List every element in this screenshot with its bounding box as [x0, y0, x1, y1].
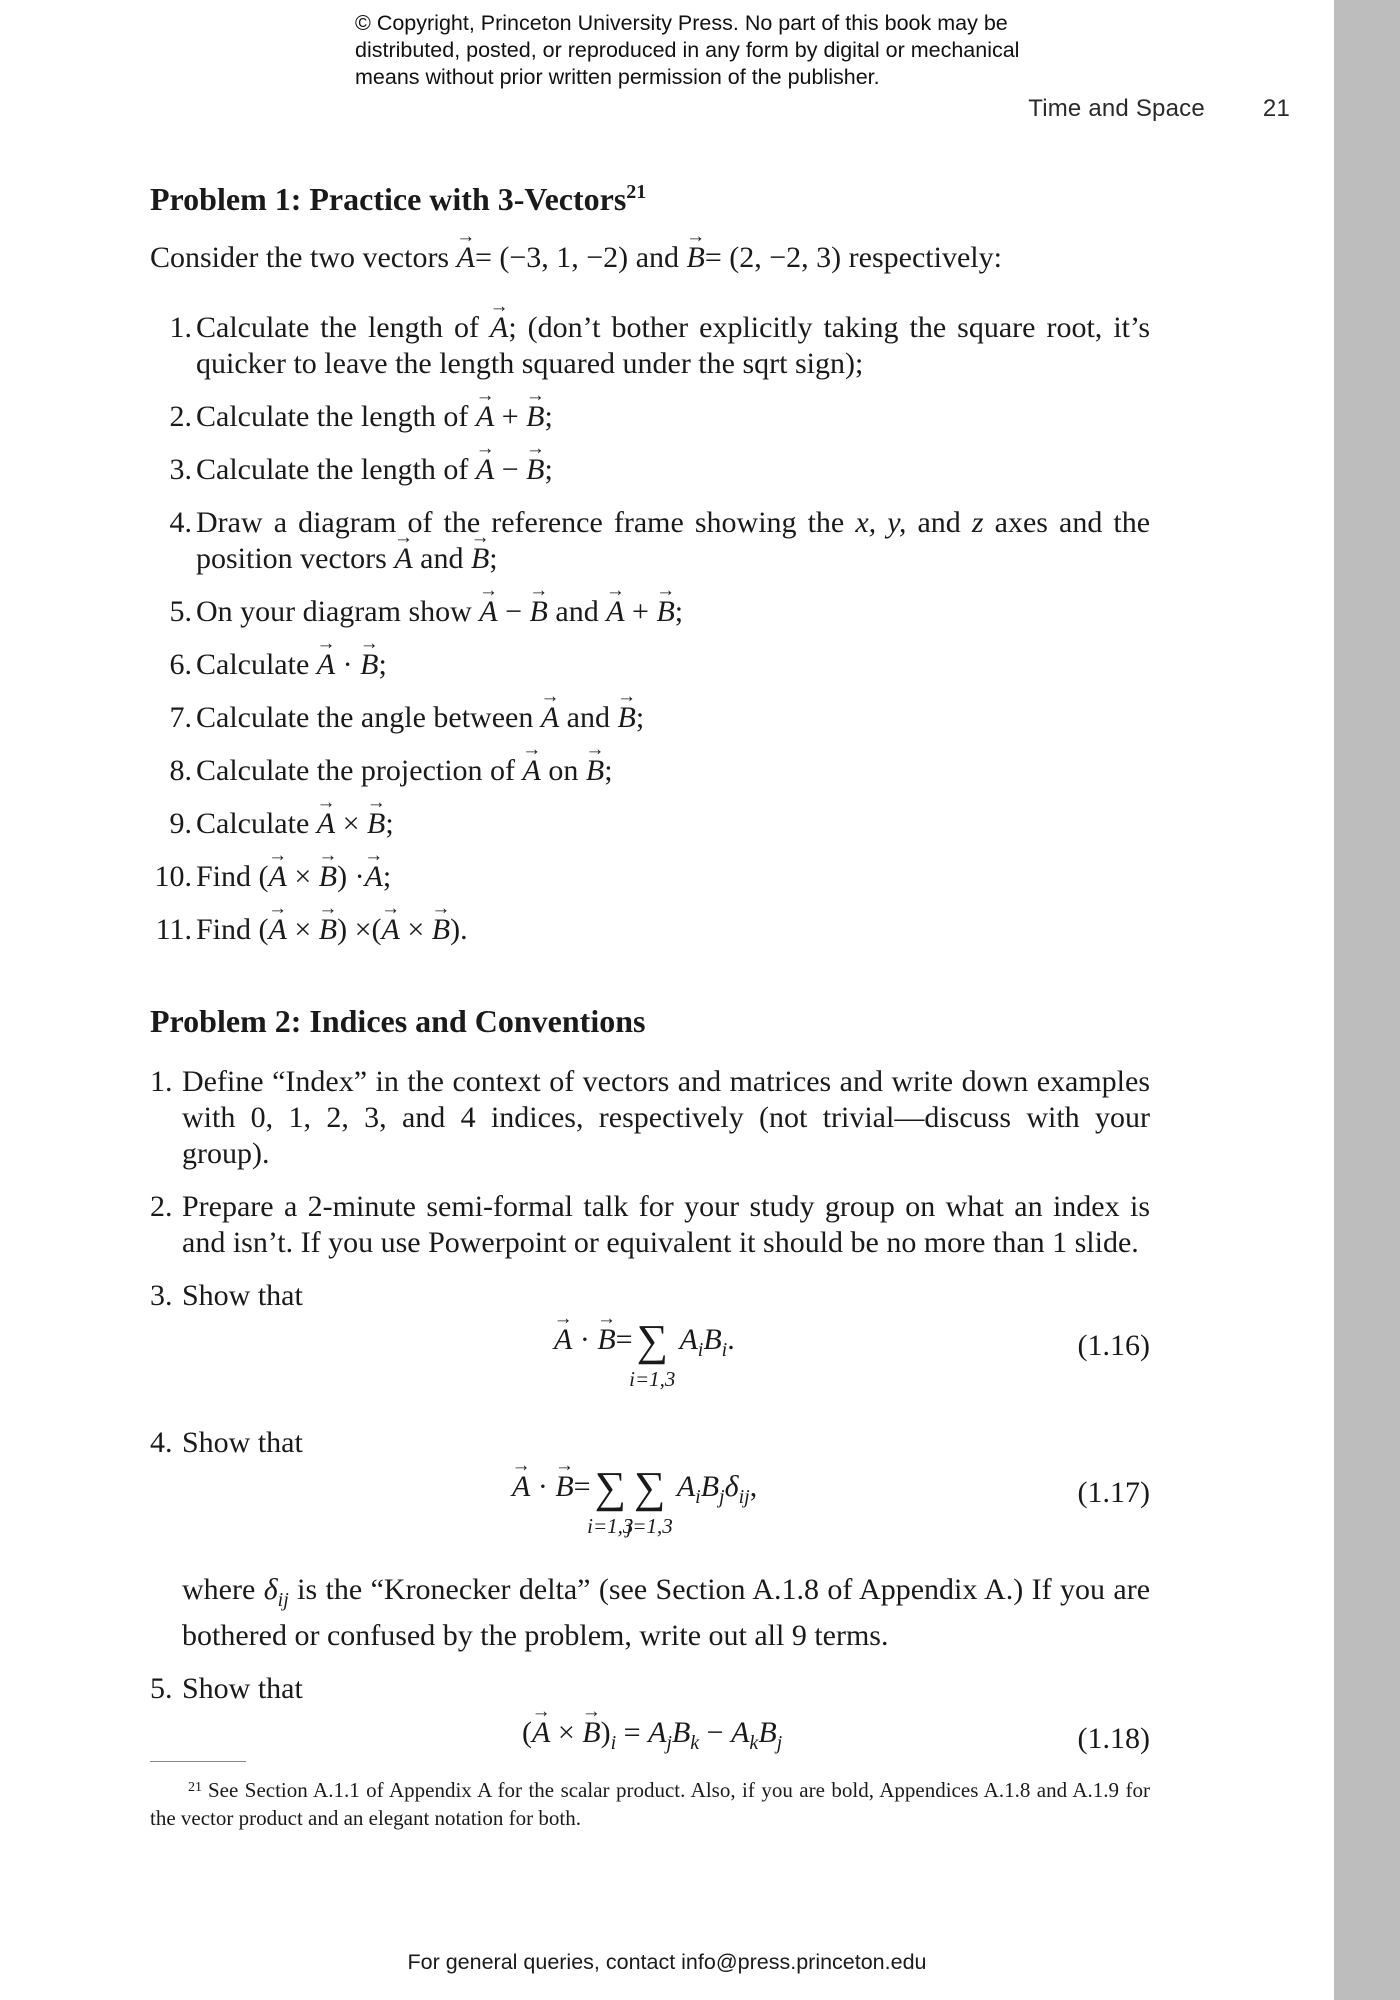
operator: · — [579, 1323, 590, 1356]
item-text: ) · — [337, 860, 365, 893]
item-number: 1. — [169, 311, 192, 344]
operator: × — [342, 807, 360, 840]
z-var: z — [971, 506, 984, 539]
item-text: Define “Index” in the context of vectors and matrices and write down examples with 0, 1, 2, 3, and 4 indices, respectively (not trivial—discuss with your group). — [182, 1065, 1150, 1170]
vector-b-value: = (2, −2, 3) — [704, 241, 842, 274]
item-text: and — [566, 701, 610, 734]
list-item — [150, 647, 1150, 683]
copyright-notice: © Copyright, Princeton University Press. No part of this book may be distributed, posted, or reproduced in any form by digital or mechanical means without prior written permission of the publisher. — [355, 11, 1020, 89]
problem1-heading — [150, 178, 1150, 220]
intro-respectively: respectively: — [848, 241, 1002, 274]
equation-number: (1.17) — [1077, 1476, 1150, 1509]
list-item — [150, 1278, 1150, 1408]
item-text: Find ( — [196, 860, 269, 893]
item-number: 9. — [169, 807, 192, 840]
vector-a: → A — [554, 1322, 572, 1358]
item-text: and — [420, 542, 464, 575]
item-text: Calculate the projection of — [196, 754, 516, 787]
equation-1-16 — [182, 1316, 1150, 1408]
problem2-list — [150, 1064, 1150, 1765]
item-number: 11. — [155, 913, 192, 946]
page-number: 21 — [1262, 95, 1290, 122]
equation-body — [522, 1715, 782, 1761]
vector-b: → B — [432, 912, 450, 948]
item-text: Calculate the length of — [196, 453, 469, 486]
list-item — [150, 1064, 1150, 1172]
list-item — [150, 399, 1150, 435]
list-item — [150, 912, 1150, 948]
item-text: On your diagram show — [196, 595, 472, 628]
subscript: k — [690, 1732, 700, 1754]
item-end: ; — [378, 648, 387, 681]
vector-b: → B — [530, 594, 548, 630]
vector-a: → A — [476, 399, 494, 435]
item-text: Show that — [182, 1279, 303, 1312]
item-text: and — [555, 595, 599, 628]
item-number: 3. — [150, 1279, 173, 1312]
var: B — [703, 1323, 722, 1356]
item-end: ; — [385, 807, 394, 840]
var: B — [758, 1716, 777, 1749]
vector-a: → A — [269, 859, 287, 895]
operator: + — [632, 595, 649, 628]
summation-limit: i=1,3 — [587, 1514, 634, 1538]
vector-b: → B — [526, 452, 544, 488]
vector-a: → A — [365, 859, 383, 895]
problem1-list — [150, 310, 1150, 948]
list-item — [150, 1671, 1150, 1765]
punct: , — [749, 1470, 758, 1503]
punct: ) — [600, 1716, 611, 1749]
item-end: ). — [450, 913, 468, 946]
delta-symbol: δ — [263, 1573, 278, 1606]
vector-a: → A — [476, 452, 494, 488]
vector-a: → A — [541, 700, 559, 736]
vector-b: → B — [582, 1715, 600, 1751]
var: B — [671, 1716, 691, 1749]
vector-b: → B — [618, 700, 636, 736]
operator: = — [616, 1716, 649, 1749]
summation-sign — [629, 1316, 676, 1391]
operator: = — [573, 1470, 591, 1503]
summation-limit: j=1,3 — [626, 1514, 673, 1538]
summation-limit: i=1,3 — [629, 1367, 676, 1391]
item-number: 5. — [169, 595, 192, 628]
item-text: ) ×( — [337, 913, 382, 946]
operator: × — [407, 913, 425, 946]
vector-a-value: = (−3, 1, −2) — [474, 241, 629, 274]
item-number: 4. — [169, 506, 192, 539]
vector-a: → A — [479, 594, 497, 630]
problem1-intro — [150, 240, 1150, 276]
subscript: i — [721, 1339, 728, 1361]
operator: = — [615, 1323, 633, 1356]
footnote — [150, 1774, 1150, 1832]
item-number: 10. — [154, 860, 192, 893]
vector-b: → B — [319, 912, 337, 948]
equation-1-18 — [182, 1709, 1150, 1765]
item-text: Show that — [182, 1426, 303, 1459]
vector-b: → B — [319, 859, 337, 895]
axes-vars: x, y, — [855, 506, 907, 539]
item-text: Calculate — [196, 648, 310, 681]
var: A — [676, 1470, 696, 1503]
list-item — [150, 806, 1150, 842]
page-content — [150, 178, 1150, 1782]
kronecker-paragraph — [150, 1572, 1150, 1654]
summation-sign — [626, 1463, 673, 1538]
punct: ( — [522, 1716, 532, 1749]
item-number: 2. — [150, 1190, 173, 1223]
vector-b: → B — [555, 1469, 573, 1505]
operator: − — [699, 1716, 732, 1749]
var: A — [679, 1323, 698, 1356]
operator: × — [294, 860, 312, 893]
vector-a: → A — [457, 240, 475, 276]
vector-b: → B — [360, 647, 378, 683]
item-text: on — [548, 754, 579, 787]
item-text: Calculate the angle between — [196, 701, 534, 734]
vector-a: → A — [317, 647, 335, 683]
vector-b: → B — [367, 806, 385, 842]
vector-a: → A — [512, 1469, 530, 1505]
list-item — [150, 1425, 1150, 1555]
item-text: Find ( — [196, 913, 269, 946]
operator: · — [342, 648, 353, 681]
item-end: ; — [489, 542, 498, 575]
footnote-ref[interactable]: 21 — [626, 181, 647, 203]
item-end: ; — [382, 860, 392, 893]
subscript: ij — [277, 1589, 289, 1611]
vector-b: → B — [597, 1322, 615, 1358]
equation-body — [554, 1316, 735, 1391]
sigma-glyph: ∑ — [594, 1463, 626, 1512]
list-item — [150, 700, 1150, 736]
vector-a: → A — [382, 912, 400, 948]
list-item — [150, 859, 1150, 895]
subscript: j — [666, 1732, 672, 1754]
item-text: Calculate the length of — [196, 311, 479, 344]
operator: − — [505, 595, 523, 628]
problem1-heading-text: Problem 1: Practice with 3-Vectors — [150, 181, 627, 217]
operator: − — [501, 453, 519, 486]
item-text: where — [182, 1573, 256, 1606]
operator: × — [557, 1716, 575, 1749]
list-item — [150, 310, 1150, 382]
vector-a: → A — [523, 753, 541, 789]
operator: · — [537, 1470, 548, 1503]
operator: × — [294, 913, 312, 946]
vector-b: → B — [526, 399, 544, 435]
list-item — [150, 1189, 1150, 1261]
subscript: k — [749, 1732, 759, 1754]
operator: + — [501, 400, 519, 433]
item-number: 5. — [150, 1672, 173, 1705]
subscript: ij — [738, 1486, 750, 1508]
item-number: 1. — [150, 1065, 173, 1098]
intro-and: and — [635, 241, 680, 274]
item-text: is the “Kronecker delta” (see Section A.1.8 of Appendix A.) If you are bothered or confused by the problem, write out all 9 terms. — [182, 1573, 1151, 1652]
vector-a: → A — [394, 541, 412, 577]
list-item — [150, 594, 1150, 630]
footnote-text: See Section A.1.1 of Appendix A for the scalar product. Also, if you are bold, Appendices A.1.8 and A.1.9 for the vector product and an elegant notation for both. — [150, 1778, 1150, 1830]
var: A — [648, 1716, 667, 1749]
subscript: i — [610, 1732, 617, 1754]
sigma-glyph: ∑ — [636, 1316, 668, 1365]
vector-b: → B — [586, 753, 604, 789]
list-item — [150, 505, 1150, 577]
subscript: i — [695, 1486, 701, 1508]
item-end: ; — [544, 400, 553, 433]
problem2-heading: Problem 2: Indices and Conventions — [150, 1003, 646, 1039]
item-number: 3. — [169, 453, 192, 486]
vector-b: → B — [656, 594, 674, 630]
equation-body — [512, 1463, 758, 1538]
vector-a: → A — [269, 912, 287, 948]
vector-a: → A — [490, 310, 508, 346]
item-number: 8. — [169, 754, 192, 787]
vector-a: → A — [532, 1715, 550, 1751]
item-number: 7. — [169, 701, 192, 734]
vector-a: → A — [317, 806, 335, 842]
item-number: 2. — [169, 400, 192, 433]
equation-number: (1.18) — [1077, 1722, 1150, 1755]
item-number: 6. — [169, 648, 192, 681]
item-end: ; — [544, 453, 553, 486]
item-text: Calculate the length of — [196, 400, 469, 433]
item-text: axes and the position vectors — [196, 506, 1151, 575]
footnote-mark: 21 — [188, 1780, 202, 1795]
item-end: ; — [674, 595, 684, 628]
contact-line: For general queries, contact info@press.princeton.edu — [407, 1950, 927, 1974]
item-text: Show that — [182, 1672, 303, 1705]
sigma-glyph: ∑ — [633, 1463, 666, 1512]
delta-symbol: δ — [724, 1470, 739, 1503]
item-text: and — [917, 506, 961, 539]
item-number: 4. — [150, 1426, 173, 1459]
subscript: j — [719, 1486, 725, 1508]
var: A — [731, 1716, 750, 1749]
list-item — [150, 753, 1150, 789]
item-text: Prepare a 2-minute semi-formal talk for your study group on what an index is and isn’t. If you use Powerpoint or equivalent it should be no more than 1 slide. — [182, 1190, 1150, 1259]
footnote-rule — [150, 1761, 246, 1762]
equation-number: (1.16) — [1077, 1329, 1150, 1362]
vector-a: → A — [606, 594, 624, 630]
item-text: ; (don’t bother explicitly taking the square root, it’s quicker to leave the length squared under the sqrt sign); — [196, 311, 1150, 380]
subscript: j — [776, 1732, 783, 1754]
running-head — [1028, 95, 1290, 123]
subscript: i — [697, 1339, 704, 1361]
intro-text: Consider the two vectors — [150, 241, 450, 274]
item-end: ; — [635, 701, 645, 734]
summation-sign — [587, 1463, 634, 1538]
var: B — [700, 1470, 720, 1503]
running-head-title: Time and Space — [1028, 95, 1205, 122]
equation-1-17 — [182, 1463, 1150, 1555]
list-item — [150, 452, 1150, 488]
page-gutter — [1334, 0, 1400, 2000]
item-end: ; — [604, 754, 613, 787]
item-text: Draw a diagram of the reference frame showing the — [196, 506, 845, 539]
punct: . — [727, 1323, 735, 1356]
vector-b: → B — [687, 240, 705, 276]
item-text: Calculate — [196, 807, 310, 840]
vector-b: → B — [471, 541, 489, 577]
